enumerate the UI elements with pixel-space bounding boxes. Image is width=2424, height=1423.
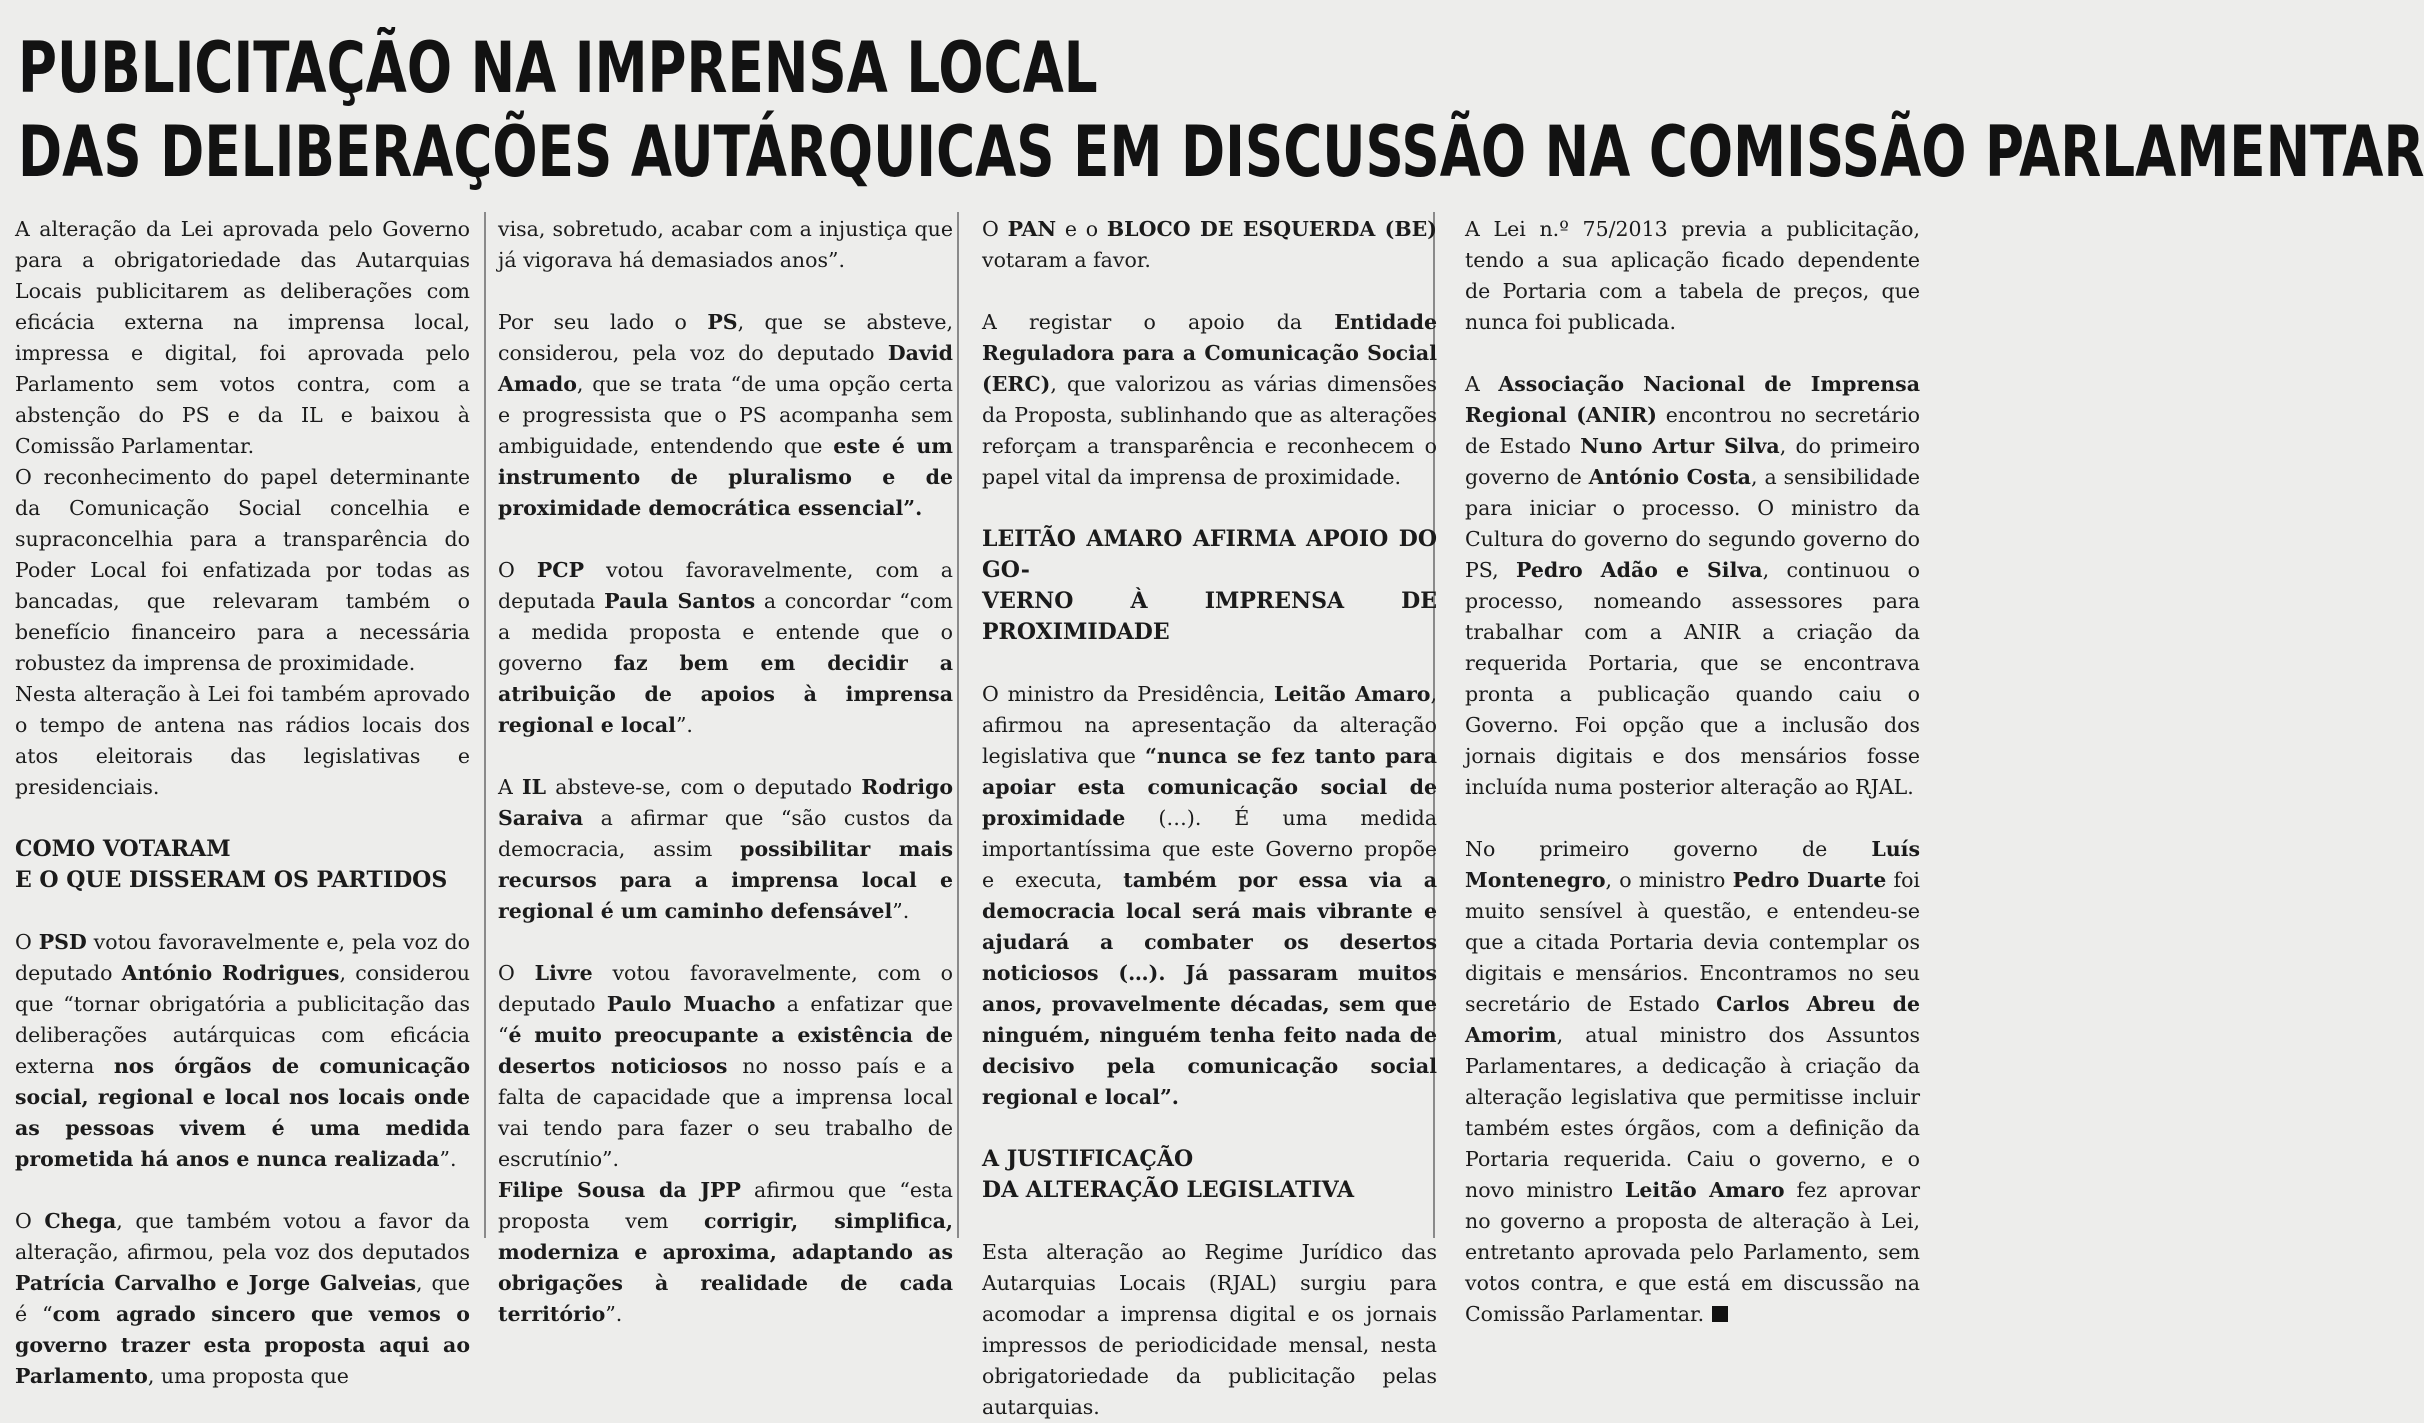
paragraph-anir: A Associação Nacional de Imprensa Regional (ANIR) encontrou no secretário de Estado Nuno Artur Silva, do primeiro governo de António Costa, a sensibilidade para iniciar o processo. O ministro da Cultura do governo do segundo governo do PS, Pedro Adão e Silva, continuou o processo, nomeando assessores para trabalhar com a ANIR a criação da requerida Portaria, que se encontrava pronta a publicação quando caiu o Governo. Foi opção que a inclusão dos jornais digitais e dos mensários fosse incluída numa posterior alteração ao RJAL.: [1465, 372, 1921, 799]
paragraph-erc: A registar o apoio da Entidade Reguladora para a Comunicação Social (ERC), que valorizou as várias dimensões da Proposta, sublinhando que as alterações reforçam a transparência e reconhecem o papel vital da imprensa de proximidade.: [982, 310, 1437, 489]
paragraph-lei: A Lei n.º 75/2013 previa a publicitação, tendo a sua aplicação ficado dependente de Portaria com a tabela de preços, que nunca foi publicada.: [1465, 217, 1920, 334]
article-column-1: [15, 214, 470, 1392]
paragraph-pan-be: O PAN e o BLOCO DE ESQUERDA (BE) votaram a favor.: [982, 217, 1437, 272]
heading-line: LEITÃO AMARO AFIRMA APOIO DO GO-: [982, 526, 1437, 583]
article-column-4: [1465, 214, 1920, 1330]
paragraph-livre: O Livre votou favoravelmente, com o deputado Paulo Muacho a enfatizar que “é muito preocupante a existência de desertos noticiosos no nosso país e a falta de capacidade que a imprensa local vai tendo para fazer o seu trabalho de escrutínio”.: [498, 961, 953, 1171]
paragraph: O reconhecimento do papel determinante da Comunicação Social concelhia e supraconcelhia para a transparência do Poder Local foi enfatizada por todas as bancadas, que relevaram também o benefício financeiro para a necessária robustez da imprensa de proximidade.: [15, 465, 470, 675]
end-of-article-mark: [1712, 1306, 1728, 1322]
paragraph-continued: visa, sobretudo, acabar com a injustiça que já vigorava há demasiados anos”.: [498, 217, 953, 272]
paragraph-il: A IL absteve-se, com o deputado Rodrigo Saraiva a afirmar que “são custos da democracia, assim possibilitar mais recursos para a imprensa local e regional é um caminho defensável”.: [498, 775, 954, 923]
paragraph-chega: O Chega, que também votou a favor da alteração, afirmou, pela voz dos deputados Patrícia Carvalho e Jorge Galveias, que é “com agrado sincero que vemos o governo trazer esta proposta aqui ao Parlamento, uma proposta que: [15, 1209, 470, 1388]
paragraph-montenegro: No primeiro governo de Luís Montenegro, o ministro Pedro Duarte foi muito sensível à questão, e entendeu-se que a citada Portaria devia contemplar os digitais e mensários. Encontramos no seu secretário de Estado Carlos Abreu de Amorim, atual ministro dos Assuntos Parlamentares, a dedicação à criação da alteração legislativa que permitisse incluir também estes órgãos, com a definição da Portaria requerida. Caiu o governo, e o novo ministro Leitão Amaro fez aprovar no governo a proposta de alteração à Lei, entretanto aprovada pelo Parlamento, sem votos contra, e que está em discussão na Comissão Parlamentar.: [1465, 837, 1921, 1326]
heading-line: VERNO À IMPRENSA DE PROXIMIDADE: [982, 588, 1437, 645]
paragraph-pcp: O PCP votou favoravelmente, com a deputada Paula Santos a concordar “com a medida proposta e entende que o governo faz bem em decidir a atribuição de apoios à imprensa regional e local”.: [498, 558, 954, 737]
intro-paragraph: A alteração da Lei aprovada pelo Governo para a obrigatoriedade das Autarquias Locais publicitarem as deliberações com eficácia externa na imprensa local, impressa e digital, foi aprovada pelo Parlamento sem votos contra, com a abstenção do PS e da IL e baixou à Comissão Parlamentar.: [15, 217, 470, 458]
section-heading-leitao-amaro: [982, 524, 1437, 648]
column-divider: [957, 212, 959, 1238]
heading-line: E O QUE DISSERAM OS PARTIDOS: [15, 867, 448, 893]
paragraph-rjal: Esta alteração ao Regime Jurídico das Autarquias Locais (RJAL) surgiu para acomodar a imprensa digital e os jornais impressos de periodicidade mensal, nesta obrigatoriedade da publicitação pelas autarquias.: [982, 1240, 1437, 1419]
paragraph-jpp: Filipe Sousa da JPP afirmou que “esta proposta vem corrigir, simplifica, moderniza e aproxima, adaptando as obrigações à realidade de cada território”.: [498, 1178, 953, 1326]
article-column-3: [982, 214, 1437, 1423]
article-headline: [18, 26, 2424, 194]
paragraph-amaro: O ministro da Presidência, Leitão Amaro, afirmou na apresentação da alteração legislativa que “nunca se fez tanto para apoiar esta comunicação social de proximidade (…). É uma medida importantíssima que este Governo propõe e executa, também por essa via a democracia local será mais vibrante e ajudará a combater os desertos noticiosos (…). Já passaram muitos anos, provavelmente décadas, sem que ninguém, ninguém tenha feito nada de decisivo pela comunicação social regional e local”.: [982, 682, 1438, 1109]
section-heading-justification: [982, 1144, 1437, 1206]
headline-line-1: PUBLICITAÇÃO NA IMPRENSA LOCAL: [18, 27, 1098, 109]
paragraph: Nesta alteração à Lei foi também aprovado o tempo de antena nas rádios locais dos atos eleitorais das legislativas e presidenciais.: [15, 682, 470, 799]
article-column-2: [498, 214, 953, 1330]
paragraph-psd: O PSD votou favoravelmente e, pela voz do deputado António Rodrigues, considerou que “tornar obrigatória a publicitação das deliberações autárquicas com eficácia externa nos órgãos de comunicação social, regional e local nos locais onde as pessoas vivem é uma medida prometida há anos e nunca realizada”.: [15, 930, 471, 1171]
paragraph-ps: Por seu lado o PS, que se absteve, considerou, pela voz do deputado David Amado, que se trata “de uma opção certa e progressista que o PS acompanha sem ambiguidade, entendendo que este é um instrumento de pluralismo e de proximidade democrática essencial”.: [498, 310, 953, 520]
heading-line: COMO VOTARAM: [15, 836, 231, 862]
headline-line-2: DAS DELIBERAÇÕES AUTÁRQUICAS EM DISCUSSÃO NA COMISSÃO PARLAMENTAR: [18, 111, 2424, 193]
heading-line: DA ALTERAÇÃO LEGISLATIVA: [982, 1177, 1355, 1203]
heading-line: A JUSTIFICAÇÃO: [982, 1146, 1194, 1172]
section-heading-votes: [15, 834, 470, 896]
column-divider: [484, 212, 486, 1238]
